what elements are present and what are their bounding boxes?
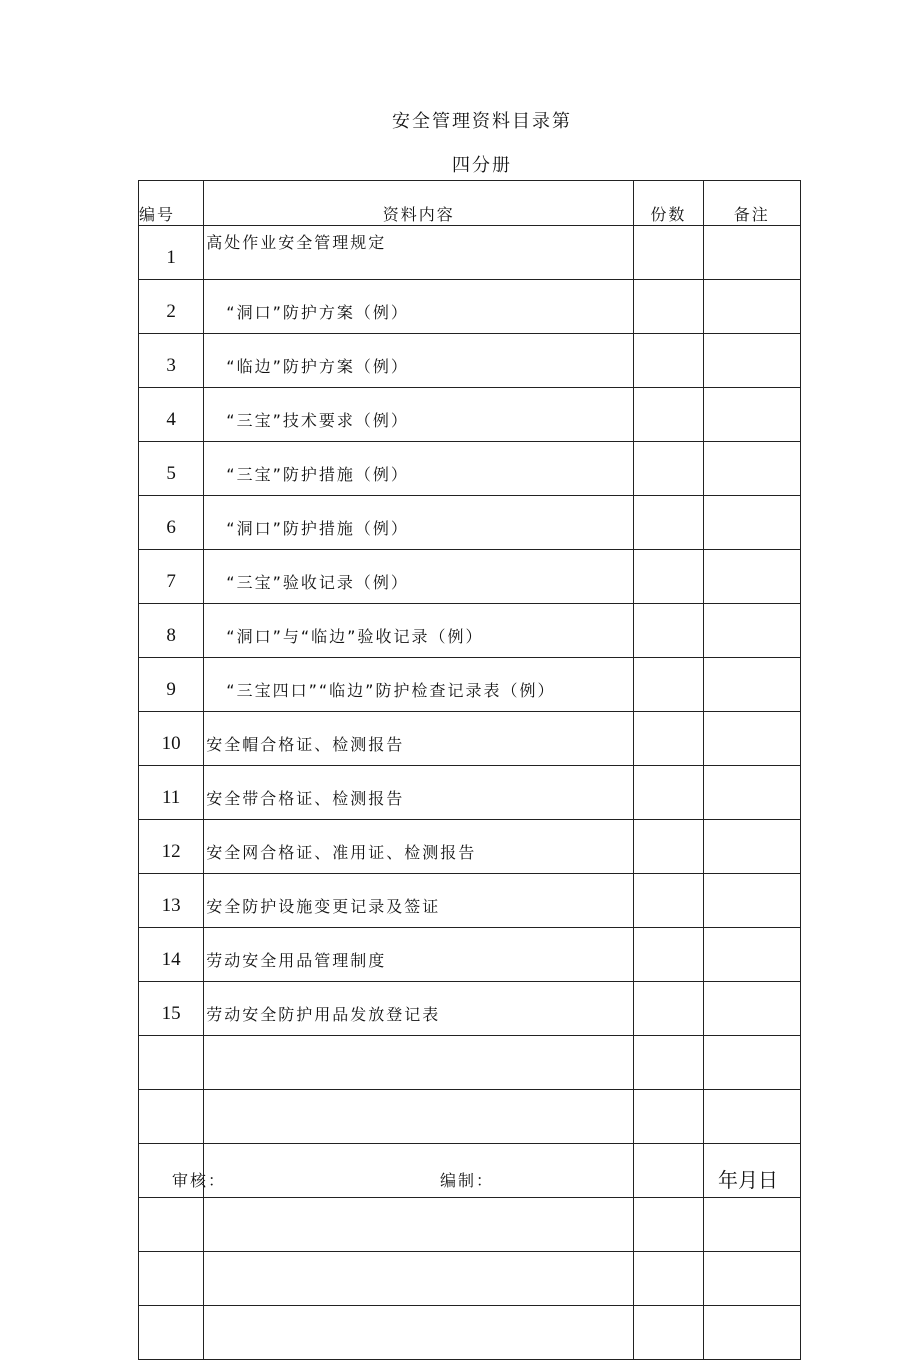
- row-copies: [634, 712, 703, 766]
- table-row: [139, 604, 801, 658]
- row-number: [139, 1090, 204, 1144]
- row-copies: [634, 874, 703, 928]
- row-number: 1: [139, 226, 204, 280]
- row-number: 9: [139, 658, 204, 712]
- row-notes: [703, 280, 800, 334]
- row-notes: [703, 658, 800, 712]
- table-row: [139, 280, 801, 334]
- row-copies: [634, 388, 703, 442]
- table-row-empty: [139, 1306, 801, 1360]
- row-content: “三宝”验收记录（例）: [204, 550, 634, 604]
- row-notes: [703, 1036, 800, 1090]
- row-copies: [634, 280, 703, 334]
- table-row: [139, 712, 801, 766]
- document-title: 安全管理资料目录第: [392, 111, 572, 132]
- table-row: [139, 766, 801, 820]
- row-notes: [703, 226, 800, 280]
- table-row-empty: [139, 1090, 801, 1144]
- row-copies: [634, 982, 703, 1036]
- table-row-empty: [139, 1198, 801, 1252]
- row-content: “洞口”防护措施（例）: [204, 496, 634, 550]
- row-number: 12: [139, 820, 204, 874]
- row-content: “洞口”与“临边”验收记录（例）: [204, 604, 634, 658]
- table-row-empty: [139, 1252, 801, 1306]
- row-notes: [703, 334, 800, 388]
- row-content: [204, 1036, 634, 1090]
- row-number: 8: [139, 604, 204, 658]
- row-number: 2: [139, 280, 204, 334]
- row-content: 安全带合格证、检测报告: [204, 766, 634, 820]
- row-copies: [634, 604, 703, 658]
- row-number: 13: [139, 874, 204, 928]
- row-content: 安全防护设施变更记录及签证: [204, 874, 634, 928]
- row-copies: [634, 766, 703, 820]
- table-row: [139, 874, 801, 928]
- table-row: [139, 226, 801, 280]
- row-content: [204, 1090, 634, 1144]
- row-number: [139, 1252, 204, 1306]
- table-row: [139, 658, 801, 712]
- row-notes: [703, 550, 800, 604]
- row-notes: [703, 1252, 800, 1306]
- table-row: [139, 334, 801, 388]
- date-label: 年月日: [718, 1168, 778, 1192]
- row-content: “洞口”防护方案（例）: [204, 280, 634, 334]
- row-copies: [634, 1252, 703, 1306]
- row-notes: [703, 496, 800, 550]
- row-number: 11: [139, 766, 204, 820]
- row-copies: [634, 226, 703, 280]
- row-number: 6: [139, 496, 204, 550]
- row-copies: [634, 928, 703, 982]
- table-header-row: [139, 181, 801, 226]
- row-notes: [703, 1090, 800, 1144]
- row-copies: [634, 1306, 703, 1360]
- row-copies: [634, 1036, 703, 1090]
- row-content: [204, 1306, 634, 1360]
- row-number: 3: [139, 334, 204, 388]
- table-row-empty: [139, 1036, 801, 1090]
- row-notes: [703, 1306, 800, 1360]
- row-content: “临边”防护方案（例）: [204, 334, 634, 388]
- row-content: “三宝四口”“临边”防护检查记录表（例）: [204, 658, 634, 712]
- row-number: 4: [139, 388, 204, 442]
- row-content: 安全网合格证、准用证、检测报告: [204, 820, 634, 874]
- row-copies: [634, 1090, 703, 1144]
- table-row: [139, 388, 801, 442]
- row-content: 高处作业安全管理规定: [204, 226, 634, 280]
- row-content: 安全帽合格证、检测报告: [204, 712, 634, 766]
- row-number: [139, 1306, 204, 1360]
- row-notes: [703, 712, 800, 766]
- row-notes: [703, 874, 800, 928]
- header-content: 资料内容: [204, 181, 634, 226]
- table-row: [139, 496, 801, 550]
- row-notes: [703, 820, 800, 874]
- document-subtitle: 四分册: [452, 155, 512, 176]
- row-content: [204, 1252, 634, 1306]
- row-content: 劳动安全用品管理制度: [204, 928, 634, 982]
- row-notes: [703, 442, 800, 496]
- row-number: [139, 1198, 204, 1252]
- compile-label: 编制：: [440, 1171, 495, 1190]
- row-number: 10: [139, 712, 204, 766]
- row-number: 5: [139, 442, 204, 496]
- table-row: [139, 928, 801, 982]
- header-notes: 备注: [703, 181, 800, 226]
- row-number: 15: [139, 982, 204, 1036]
- row-number: 14: [139, 928, 204, 982]
- row-copies: [634, 550, 703, 604]
- row-copies: [634, 1144, 703, 1198]
- row-copies: [634, 658, 703, 712]
- table-row: [139, 982, 801, 1036]
- row-copies: [634, 496, 703, 550]
- row-number: 7: [139, 550, 204, 604]
- row-number: [139, 1036, 204, 1090]
- row-content: [204, 1144, 634, 1198]
- row-content: 劳动安全防护用品发放登记表: [204, 982, 634, 1036]
- row-copies: [634, 334, 703, 388]
- table-row: [139, 820, 801, 874]
- row-notes: [703, 1198, 800, 1252]
- header-copies: 份数: [634, 181, 703, 226]
- row-notes: [703, 928, 800, 982]
- row-content: “三宝”防护措施（例）: [204, 442, 634, 496]
- review-label: 审核：: [172, 1171, 227, 1190]
- row-notes: [703, 604, 800, 658]
- row-copies: [634, 442, 703, 496]
- row-content: [204, 1198, 634, 1252]
- row-notes: [703, 982, 800, 1036]
- row-notes: [703, 766, 800, 820]
- table-row: [139, 442, 801, 496]
- table-row: [139, 550, 801, 604]
- row-copies: [634, 820, 703, 874]
- row-content: “三宝”技术要求（例）: [204, 388, 634, 442]
- row-copies: [634, 1198, 703, 1252]
- row-notes: [703, 388, 800, 442]
- header-number: 编号: [139, 181, 204, 226]
